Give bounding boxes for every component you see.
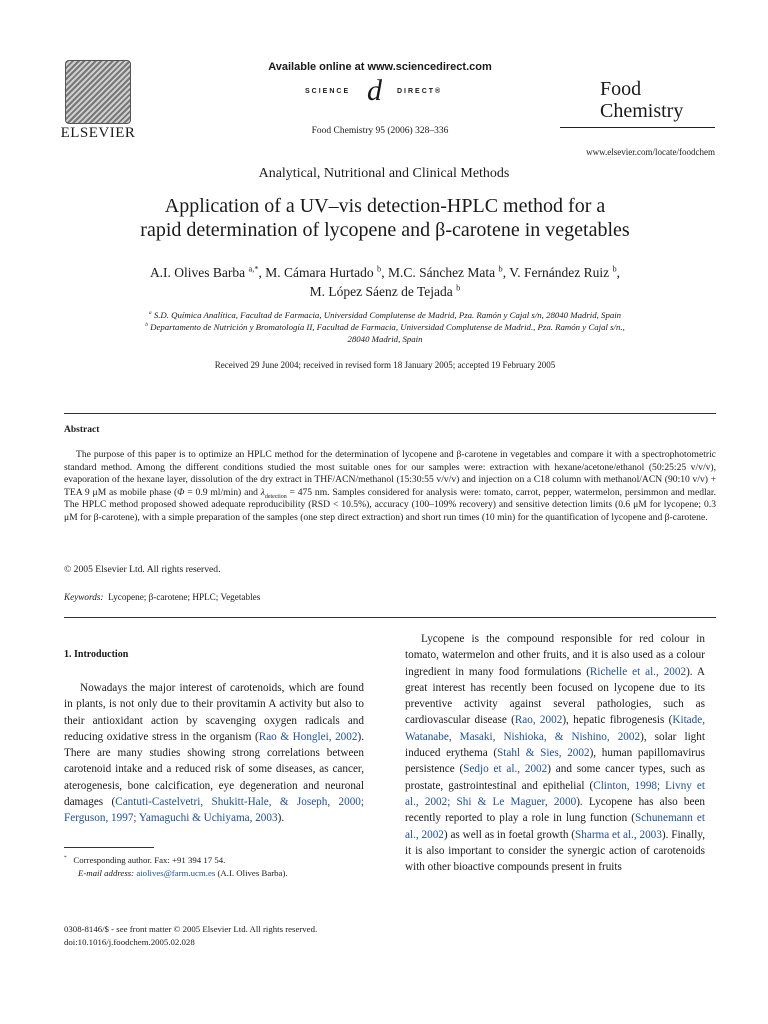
paragraph-text: ), hepatic fibrogenesis ( bbox=[562, 714, 673, 727]
journal-name-line2: Chemistry bbox=[600, 100, 684, 122]
sciencedirect-logo-left: SCIENCE bbox=[305, 88, 351, 95]
paragraph-text: ). bbox=[277, 812, 285, 825]
citation-link[interactable]: Stahl & Sies, 2002 bbox=[497, 747, 590, 760]
author-name[interactable]: M. López Sáenz de Tejada bbox=[309, 284, 453, 299]
email-note bbox=[64, 867, 384, 880]
citation-link[interactable]: Schunemann et al., 2002 bbox=[405, 812, 705, 841]
email-label: E-mail address: bbox=[78, 868, 135, 878]
authors-line1: A.I. Olives Barba $^{a,*}$, M. Cámara Hurtado $^b$, M.C. Sánchez Mata $^b$, V. Fernández Ruiz $^b$, bbox=[149, 264, 621, 280]
intro-right-paragraph bbox=[405, 631, 705, 875]
received-dates: Received 29 June 2004; received in revised form 18 January 2005; accepted 19 February 2005 bbox=[214, 360, 556, 370]
citation-link[interactable]: Kitade, Watanabe, Masaki, Nishioka, & Nishino, 2002 bbox=[405, 714, 706, 743]
front-matter bbox=[64, 923, 404, 949]
affiliations bbox=[60, 309, 710, 345]
available-online-text: Available online at www.sciencedirect.com bbox=[268, 61, 492, 73]
keywords-label: Keywords: bbox=[64, 592, 104, 602]
lambda-subscript: detection bbox=[264, 493, 287, 500]
paragraph-text: ). There are many studies showing strong correlations between carotenoid intake and a reduced risk of some diseases, as cancer, aterogenesis, bone calcification, eye degeneration and neuronal damages ( bbox=[64, 730, 364, 809]
article-title-line1: Application of a UV–vis detection-HPLC method for a bbox=[164, 195, 606, 217]
issn-line: 0308-8146/$ - see front matter © 2005 Elsevier Ltd. All rights reserved. bbox=[64, 924, 318, 934]
citation-link[interactable]: Cantuti-Castelvetri, Shukitt-Hale, & Joseph, 2000; Ferguson, 1997; Yamaguchi & Uchiyama, 2003 bbox=[64, 796, 364, 825]
publisher-name: ELSEVIER bbox=[60, 125, 136, 141]
elsevier-logo bbox=[58, 60, 138, 142]
journal-url[interactable]: www.elsevier.com/locate/foodchem bbox=[586, 147, 715, 157]
email-link[interactable]: aiolives@farm.ucm.es bbox=[136, 868, 216, 878]
author-affiliation-mark: b bbox=[456, 283, 461, 293]
paragraph-text: ), human papillomavirus persistence ( bbox=[405, 747, 705, 776]
author-name[interactable]: M.C. Sánchez Mata bbox=[387, 265, 496, 280]
paragraph-text: ) as well as in foetal growth ( bbox=[443, 828, 576, 841]
journal-name bbox=[600, 78, 720, 122]
abstract-text-part: The purpose of this paper is to optimize an HPLC method for the determination of lycopene and β-carotene in vegetables and compare it with a spectrophotometric standard method. Among the different conditions studied the most suitable ones for our samples were: extraction with hexane/acetone/ethanol (50:25:25 v/v/v), evaporation of the hexane layer, dissolution of the dry extract in THF/ACN/methanol (15:30:55 v/v/v) and injection on a C18 column with methanol/ACN (90:10 v/v) + TEA 9 μM as mobile phase ( bbox=[64, 449, 716, 498]
authors-line2 bbox=[60, 282, 710, 301]
phi-symbol: Φ bbox=[177, 486, 185, 498]
sciencedirect-logo-icon: d bbox=[367, 74, 382, 107]
citation-link[interactable]: Clinton, 1998; Livny et al., 2002; Shi & Le Maguer, 2000 bbox=[405, 779, 705, 808]
abstract-top-rule bbox=[64, 413, 716, 414]
header-divider bbox=[560, 127, 715, 128]
footnote-rule bbox=[64, 847, 154, 848]
author-name[interactable]: A.I. Olives Barba bbox=[149, 265, 246, 280]
paragraph-text: ). Lycopene has also been recently reported to play a role in lung function ( bbox=[405, 795, 705, 825]
article-title bbox=[60, 194, 710, 242]
keywords-list: Lycopene; β-carotene; HPLC; Vegetables bbox=[108, 592, 261, 602]
abstract-text-part: = 0.9 ml/min) and bbox=[184, 486, 261, 498]
paragraph-text: ), solar light induced erythema ( bbox=[405, 730, 705, 760]
author-name[interactable]: M. Cámara Hurtado bbox=[265, 265, 374, 280]
abstract-copyright: © 2005 Elsevier Ltd. All rights reserved. bbox=[64, 564, 221, 575]
footnote bbox=[64, 854, 384, 880]
paragraph-text: ) and some cancer types, such as prostate, gastrointestinal and epithelial ( bbox=[405, 763, 705, 792]
section-heading: Analytical, Nutritional and Clinical Methods bbox=[258, 166, 510, 181]
journal-reference: Food Chemistry 95 (2006) 328–336 bbox=[311, 126, 449, 136]
paragraph-text: Lycopene is the compound responsible for red colour in tomato, watermelon and other fruits, and it is also used as a colour ingredient in many food formulations ( bbox=[405, 633, 705, 678]
affiliation-text: Departamento de Nutrición y Bromatología II, Facultad de Farmacia, Universidad Complutense de Madrid., Pza. Ramón y Cajal s/n., bbox=[150, 322, 625, 332]
citation-link[interactable]: Richelle et al., 2002 bbox=[589, 665, 687, 678]
email-suffix: (A.I. Olives Barba). bbox=[215, 868, 288, 878]
journal-name-line1: Food bbox=[600, 78, 642, 100]
article-title-line2: rapid determination of lycopene and β-carotene in vegetables bbox=[140, 219, 630, 241]
affiliation-text: S.D. Química Analítica, Facultad de Farmacia, Universidad Complutense de Madrid, Pza. Ramón y Cajal s/n, 28040 Madrid, Spain bbox=[153, 310, 622, 320]
doi-line: doi:10.1016/j.foodchem.2005.02.028 bbox=[64, 937, 195, 947]
citation-link[interactable]: Sedjo et al., 2002 bbox=[463, 763, 548, 776]
citation-link[interactable]: Rao, 2002 bbox=[514, 714, 563, 727]
citation-link[interactable]: Sharma et al., 2003 bbox=[575, 828, 662, 841]
affiliation-a bbox=[60, 309, 710, 321]
footnote-mark: * bbox=[64, 855, 67, 862]
paragraph-text: Nowadays the major interest of carotenoids, which are found in plants, is not only due to their provitamin A activity but also to their antioxidant action by scavenging oxygen radicals and reducing oxidative stress in the organism ( bbox=[64, 682, 364, 743]
corresponding-author-text: Corresponding author. Fax: +91 394 17 54. bbox=[73, 855, 226, 865]
paragraph-text: ). A great interest has recently been focused on lycopene due to its preventive activity against several pathologies, such as cardiovascular disease ( bbox=[405, 665, 705, 727]
affiliation-b bbox=[60, 321, 710, 333]
author-affiliation-mark: b bbox=[498, 264, 503, 274]
citation-link[interactable]: Rao & Honglei, 2002 bbox=[258, 730, 358, 743]
lambda-symbol: λ bbox=[260, 486, 265, 498]
paragraph-text: ). Finally, it is also important to consider the synergic action of carotenoids with other bioactive compounds present in fruits bbox=[405, 828, 705, 874]
affiliation-mark: b bbox=[145, 322, 148, 329]
intro-left-paragraph bbox=[64, 680, 364, 827]
sciencedirect-logo-right: DIRECT® bbox=[397, 88, 443, 95]
affiliation-mark: a bbox=[148, 310, 152, 317]
author-affiliation-mark: a,* bbox=[248, 264, 259, 274]
abstract-bottom-rule bbox=[64, 617, 716, 618]
abstract-text-part: = 475 nm. Samples considered for analysis were: tomato, carrot, pepper, watermelon, persimmon and medlar. The HPLC method proposed showed adequate reproducibility (RSD < 10.5%), accuracy (100–109% recovery) and sensitive detection limits (0.6 μM for lycopene; 0.3 μM for β-carotene), with a simple preparation of the samples (one step direct extraction) and short run times (10 min) for the quantification of lycopene and β-carotene. bbox=[64, 486, 716, 523]
abstract-heading: Abstract bbox=[64, 425, 100, 435]
abstract-text bbox=[64, 449, 716, 525]
introduction-heading: 1. Introduction bbox=[64, 649, 129, 660]
elsevier-tree-icon bbox=[65, 60, 131, 124]
keywords bbox=[64, 592, 260, 602]
corresponding-author-note bbox=[64, 854, 384, 867]
author-name[interactable]: V. Fernández Ruiz bbox=[509, 265, 610, 280]
author-affiliation-mark: b bbox=[377, 264, 382, 274]
author-affiliation-mark: b bbox=[612, 264, 617, 274]
author-list bbox=[60, 263, 710, 301]
affiliation-b-cont: 28040 Madrid, Spain bbox=[347, 334, 423, 344]
